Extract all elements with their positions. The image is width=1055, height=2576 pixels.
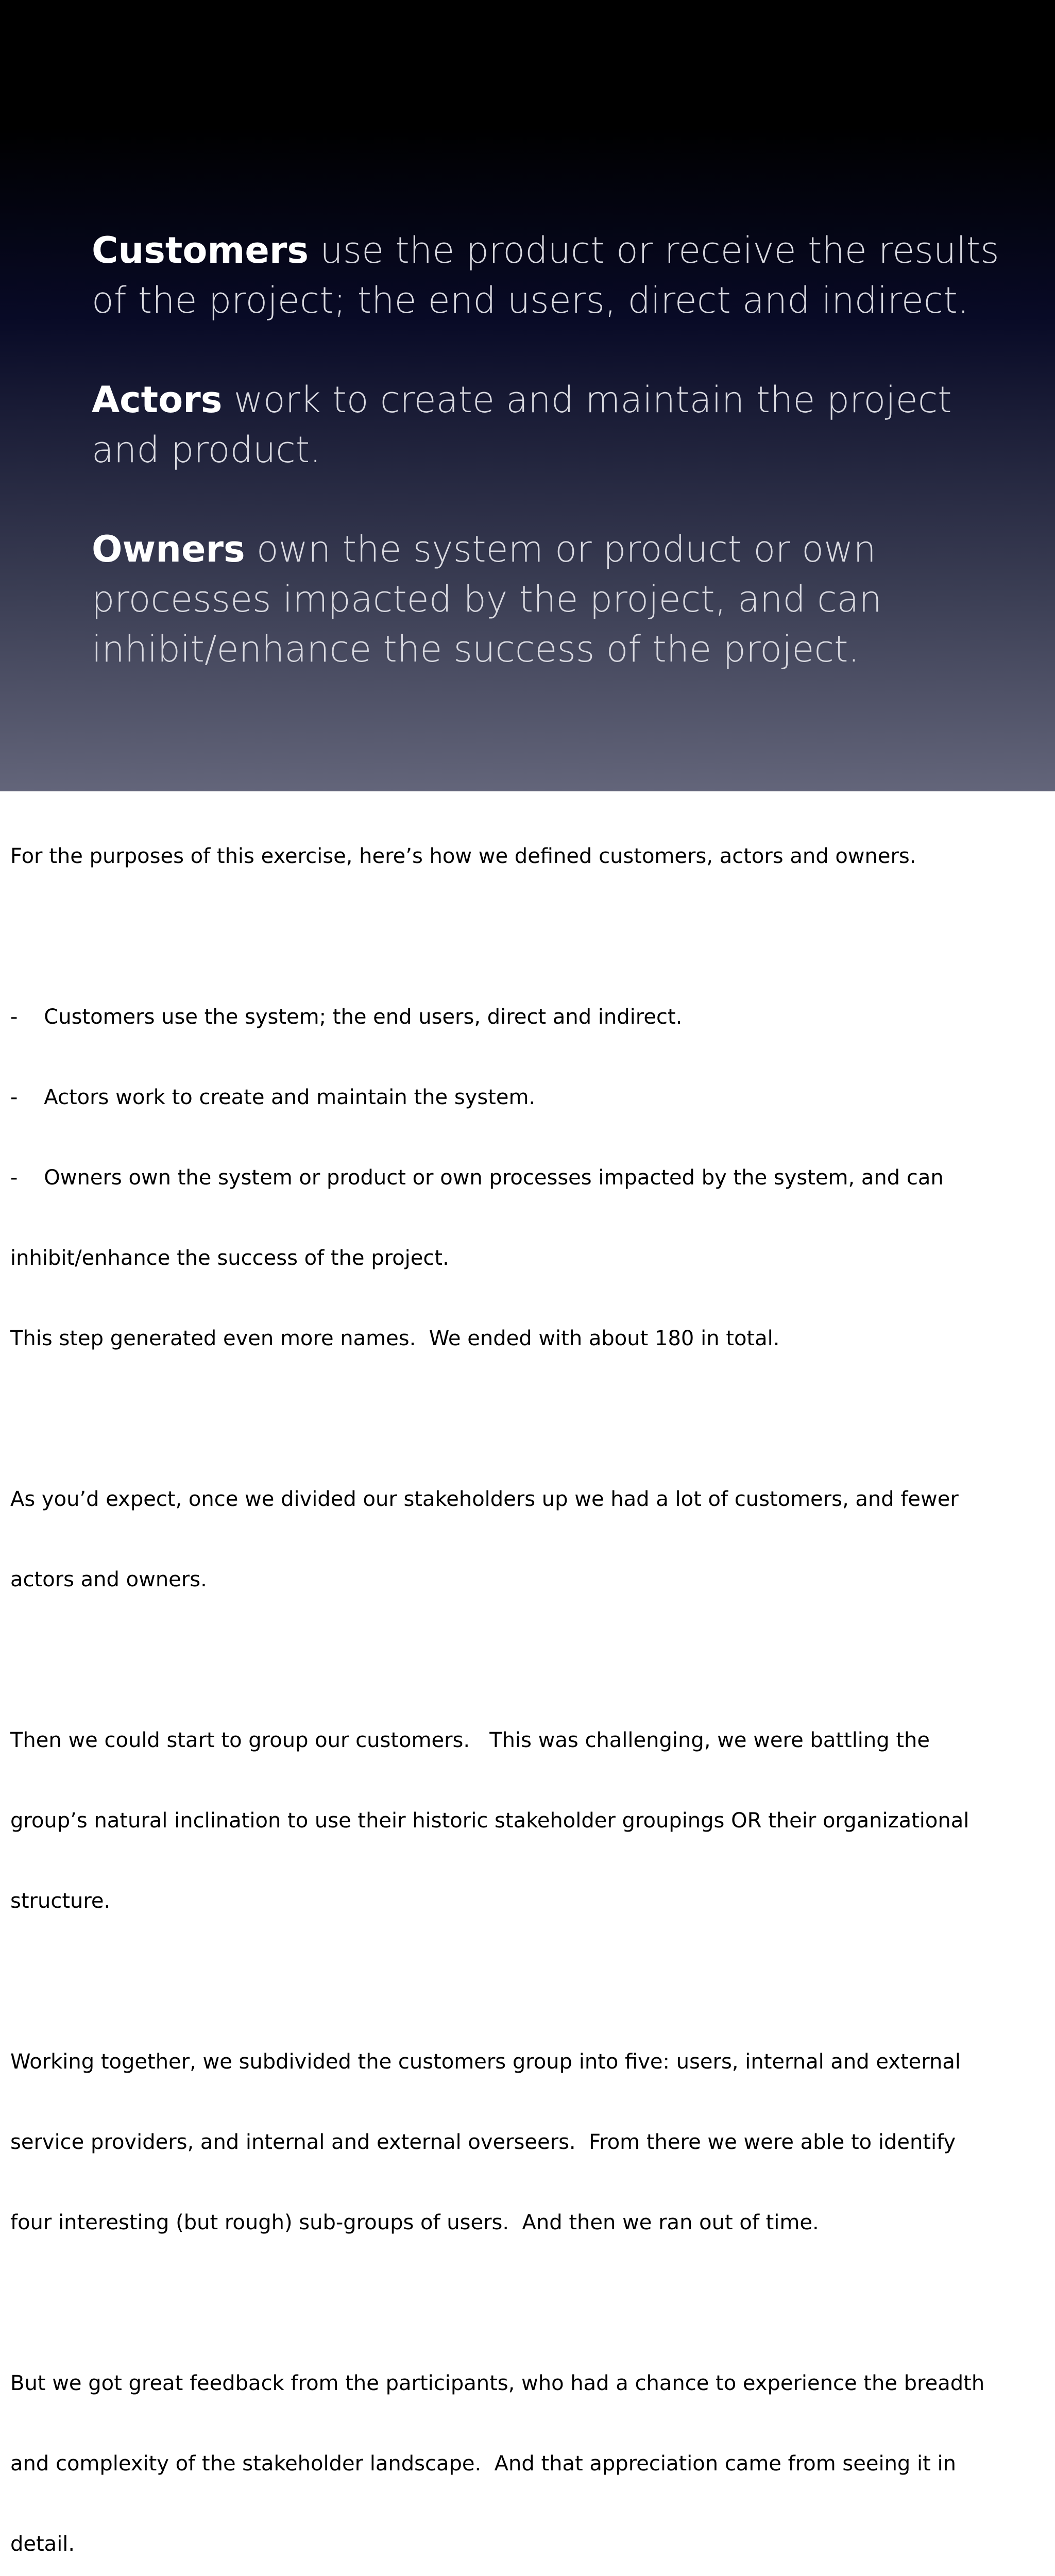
notes-line: actors and owners. (10, 1568, 207, 1591)
notes-line (10, 923, 1046, 950)
term-owners: Owners (92, 528, 245, 570)
notes-line: structure. (10, 1889, 111, 1913)
slide-paragraph-actors (92, 375, 1019, 475)
notes-line: Then we could start to group our customers. This was challenging, we were battling the (10, 1728, 930, 1752)
notes-line: group’s natural inclination to use their historic stakeholder groupings OR their organizational (10, 1809, 969, 1833)
notes-line: But we got great feedback from the participants, who had a chance to experience the breadth (10, 2371, 985, 2395)
slide-body (92, 226, 1019, 674)
slide-paragraph-owners (92, 524, 1019, 674)
slide-image (0, 0, 1055, 791)
definition-owners: own the system or product or own processes impacted by the project, and can inhibit/enhance the success of the project. (92, 528, 882, 670)
notes-line (10, 1968, 1046, 1995)
term-customers: Customers (92, 229, 309, 272)
notes-line: - Actors work to create and maintain the system. (10, 1086, 536, 1109)
notes-line: - Customers use the system; the end users, direct and indirect. (10, 1005, 683, 1029)
notes-line: detail. (10, 2532, 75, 2556)
speaker-notes (10, 789, 1046, 2576)
notes-line: inhibit/enhance the success of the project. (10, 1246, 449, 1270)
notes-line: For the purposes of this exercise, here’s how we defined customers, actors and owners. (10, 844, 916, 868)
notes-line: This step generated even more names. We ended with about 180 in total. (10, 1327, 780, 1350)
notes-line (10, 2290, 1046, 2316)
definition-actors: work to create and maintain the project and product. (92, 379, 952, 471)
term-actors: Actors (92, 379, 223, 421)
notes-line: - Owners own the system or product or own processes impacted by the system, and can (10, 1166, 944, 1190)
notes-line: four interesting (but rough) sub-groups of users. And then we ran out of time. (10, 2211, 819, 2234)
notes-line (10, 1405, 1046, 1432)
notes-line: service providers, and internal and external overseers. From there we were able to identify (10, 2130, 956, 2154)
notes-line: and complexity of the stakeholder landscape. And that appreciation came from seeing it in (10, 2452, 957, 2476)
definition-customers: use the product or receive the results of the project; the end users, direct and indirect. (92, 229, 999, 321)
notes-line (10, 1647, 1046, 1673)
notes-line: Working together, we subdivided the customers group into five: users, internal and external (10, 2050, 961, 2074)
notes-line: As you’d expect, once we divided our stakeholders up we had a lot of customers, and fewer (10, 1487, 959, 1511)
slide-paragraph-customers (92, 226, 1019, 326)
